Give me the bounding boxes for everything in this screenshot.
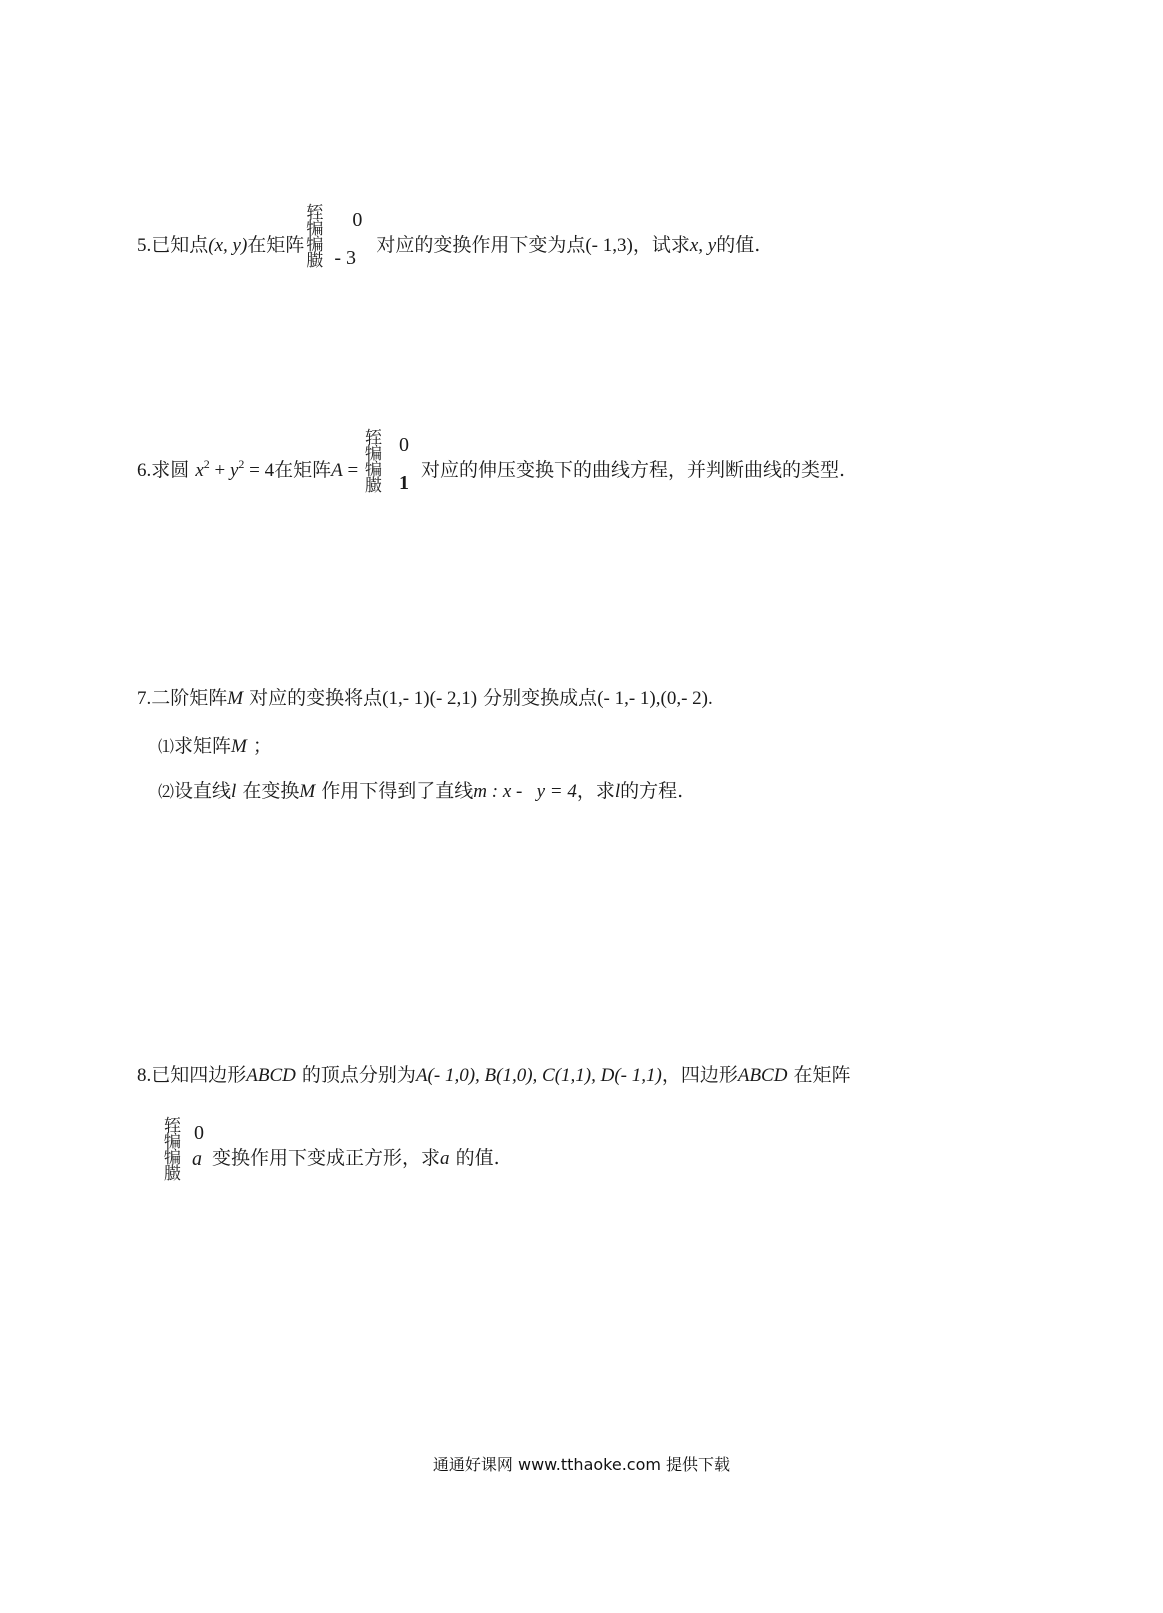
matrix-name: A <box>331 460 343 481</box>
matrix-name: M <box>227 688 244 709</box>
matrix-cell: 0 <box>194 1122 204 1144</box>
matrix <box>162 1118 212 1196</box>
bracket-glyph: 轾 <box>306 203 324 223</box>
variable: x <box>195 460 204 481</box>
problem-number: 6. <box>137 460 152 481</box>
vertex-list: A(- 1,0), B(1,0), C(1,1), D(- 1,1) <box>415 1065 662 1086</box>
point-expression: (- 1,- 1),(0,- 2) <box>597 688 708 709</box>
problem-6 <box>137 428 846 510</box>
bracket-glyph: 轾 <box>164 1116 181 1136</box>
bracket-glyph: 臌 <box>164 1164 181 1184</box>
problem-text: 在矩阵 <box>274 459 332 481</box>
bracket-glyph: 犏 <box>164 1148 181 1168</box>
problem-8-continued <box>162 1116 500 1198</box>
quadrilateral-name: ABCD <box>737 1065 788 1086</box>
problem-number: 5. <box>137 235 152 256</box>
problem-text: ，试求 <box>632 234 690 256</box>
subpart-label: ⑴ <box>158 739 175 756</box>
variable: y <box>229 460 239 481</box>
problem-text: 二阶矩阵 <box>151 687 228 709</box>
bracket-glyph: 犏 <box>306 219 324 239</box>
matrix-cell: 0 <box>398 434 409 456</box>
problem-text: 在矩阵 <box>247 234 305 256</box>
bracket-glyph: 轾 <box>364 428 382 448</box>
matrix-name: M <box>299 781 316 802</box>
matrix <box>363 430 421 508</box>
problem-text: 的方程. <box>620 780 684 802</box>
point-expression: (- 1,3) <box>585 235 633 256</box>
problem-text: . <box>707 688 713 709</box>
problem-number: 8. <box>137 1065 152 1086</box>
problem-text: 设直线 <box>174 780 232 802</box>
matrix-cell: a <box>192 1148 202 1170</box>
equation: : x - y = 4 <box>487 781 577 802</box>
problem-7-part-2 <box>158 777 683 807</box>
subpart-label: ⑵ <box>158 784 175 801</box>
matrix-cell: 0 <box>352 209 363 231</box>
problem-7-part-1 <box>158 732 272 762</box>
bracket-glyph: 犏 <box>364 444 382 464</box>
operator: + <box>209 460 230 481</box>
variable: a <box>440 1148 450 1169</box>
matrix-name: M <box>231 736 247 757</box>
point-expression: (1,- 1)(- 2,1) <box>382 688 478 709</box>
problem-text: 变换作用下变成正方形，求 <box>212 1147 441 1169</box>
point-expression: (x, y) <box>208 235 248 256</box>
problem-text: ，求 <box>576 780 615 802</box>
problem-text: 对应的变换将点 <box>249 687 383 709</box>
problem-text: 对应的变换作用下变为点 <box>376 234 586 256</box>
matrix-cell: 1 <box>398 472 409 494</box>
variable: l <box>614 781 621 802</box>
page-footer: 通通好课网 www.tthaoke.com 提供下载 <box>432 1455 731 1474</box>
problem-7 <box>137 684 713 713</box>
bracket-glyph: 犏 <box>164 1132 181 1152</box>
problem-text: 在变换 <box>242 780 300 802</box>
problem-text: 已知四边形 <box>151 1064 247 1086</box>
problem-text: 在矩阵 <box>793 1064 851 1086</box>
bracket-glyph: 犏 <box>306 235 324 255</box>
exponent: 2 <box>203 457 210 471</box>
problem-text: 的值. <box>716 234 761 256</box>
variable: x, y <box>689 235 717 256</box>
equation-rhs: = 4 <box>244 460 275 481</box>
bracket-glyph: 臌 <box>364 476 382 496</box>
problem-5 <box>137 203 761 285</box>
problem-text: 作用下得到了直线 <box>321 780 474 802</box>
problem-text: 求矩阵 <box>174 735 232 757</box>
quadrilateral-name: ABCD <box>246 1065 296 1086</box>
problem-text: 对应的伸压变换下的曲线方程，并判断曲线的类型. <box>420 459 846 481</box>
matrix-cell: - 3 <box>334 247 356 269</box>
problem-text: ，四边形 <box>661 1064 738 1086</box>
problem-number: 7. <box>137 688 152 709</box>
problem-text: 的顶点分别为 <box>301 1064 416 1086</box>
variable: m <box>473 781 487 802</box>
problem-text: 求圆 <box>151 459 190 481</box>
variable: l <box>231 781 237 802</box>
exponent: 2 <box>238 457 245 471</box>
matrix <box>304 205 376 283</box>
problem-8 <box>137 1061 851 1090</box>
bracket-glyph: 犏 <box>364 460 382 480</box>
problem-text: ； <box>252 735 272 757</box>
problem-text: 分别变换成点 <box>483 687 598 709</box>
operator: = <box>342 460 363 481</box>
problem-text: 已知点 <box>151 234 209 256</box>
problem-text: 的值. <box>455 1147 500 1169</box>
bracket-glyph: 臌 <box>306 251 324 271</box>
